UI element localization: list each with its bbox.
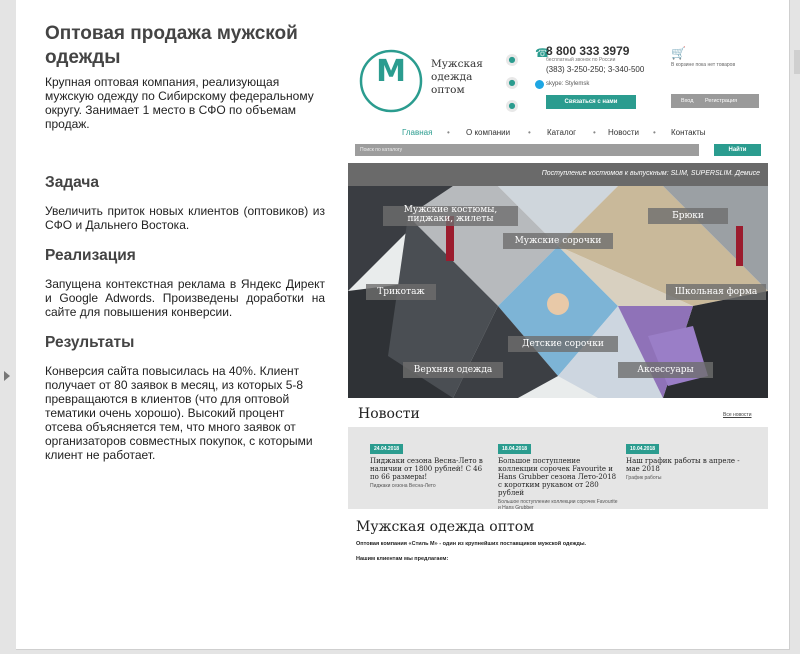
implementation-text: Запущена контекстная реклама в Яндекс Директ и Google Adwords. Произведены доработки на сайте для повышения конверсии. [45,277,325,319]
nav-contacts[interactable]: Контакты [671,128,706,137]
category-trousers[interactable]: Брюки [648,208,728,224]
news-item[interactable] [370,435,490,489]
social-icon-2[interactable]: ● [506,77,518,89]
phone-number[interactable]: 8 800 333 3979 [546,44,630,58]
task-heading: Задача [45,174,100,191]
category-accessories[interactable]: Аксессуары [618,362,713,378]
tagline-line2: одежда [431,71,473,83]
category-knitwear[interactable]: Трикотаж [366,284,436,300]
social-links [506,54,520,123]
tagline-line1: Мужская [431,58,483,70]
banner-text: Поступление костюмов к выпускным: SLIM, SUPERSLIM. Демисе [541,170,760,177]
phone-note: бесплатный звонок по России [546,57,616,63]
implementation-heading: Реализация [45,247,136,264]
category-outerwear[interactable]: Верхняя одежда [403,362,503,378]
cart-icon[interactable]: 🛒 [671,46,686,60]
skype-icon [535,80,544,89]
svg-text:M: M [376,54,406,89]
news-title[interactable]: Пиджаки сезона Весна-Лето в наличии от 1800 рублей! С 46 по 66 размеры! [370,457,483,481]
cart-status: В корзине пока нет товаров [671,62,736,68]
promo-banner[interactable] [348,163,768,186]
about-heading: Мужская одежда оптом [356,519,535,535]
results-heading: Результаты [45,334,135,351]
nav-separator: • [447,128,450,137]
about-offer: Нашим клиентам мы предлагаем: [356,556,449,562]
social-icon-1[interactable]: ● [506,54,518,66]
news-list [348,427,768,509]
website-screenshot [348,36,768,594]
logo-icon [358,48,424,114]
news-summary: Пиджаки сезона Весна-Лето [370,483,436,489]
nav-separator: • [528,128,531,137]
skype-contact[interactable]: skype: Stylemsk [546,81,590,87]
news-date: 24.04.2018 [370,444,403,454]
category-mosaic [348,186,768,398]
scrollbar[interactable] [794,50,800,74]
phone-icon: ☎ [535,46,550,60]
previous-arrow-icon[interactable] [4,371,10,381]
category-school-uniform[interactable]: Школьная форма [666,284,766,300]
search-input[interactable]: Поиск по каталогу [355,144,699,156]
news-date: 18.04.2018 [498,444,531,454]
task-text: Увеличить приток новых клиентов (оптовиков) из СФО и Дальнего Востока. [45,204,325,232]
category-suits[interactable]: Мужские костюмы, пиджаки, жилеты [383,206,518,226]
category-shirts[interactable]: Мужские сорочки [503,233,613,249]
login-bar [671,94,759,108]
nav-separator: • [593,128,596,137]
search-button[interactable]: Найти [714,144,761,156]
results-text: Конверсия сайта повысилась на 40%. Клиент получает от 80 заявок в месяц, из которых 5-8 превращаются в клиентов (что для оптовой тематики очень хорошо). Высокий процент отсева объясняется тем, что много заявок от организаторов совместных покупок, с которыми клиент не работает. [45,364,313,462]
main-nav [348,127,768,141]
news-item[interactable] [626,435,746,481]
news-title[interactable]: Наш график работы в апреле - мае 2018 [626,457,740,473]
case-intro: Крупная оптовая компания, реализующая мужскую одежду по Сибирскому федеральному округу. Занимает 1 место в СФО по объемам продаж. [45,75,314,131]
nav-separator: • [653,128,656,137]
nav-home[interactable]: Главная [402,128,433,137]
social-icon-3[interactable]: ● [506,100,518,112]
news-item[interactable] [498,435,618,511]
news-date: 10.04.2018 [626,444,659,454]
login-link[interactable]: Вход [681,98,694,104]
nav-about[interactable]: О компании [466,128,511,137]
site-tagline [431,58,483,97]
nav-news[interactable]: Новости [608,128,639,137]
tagline-line3: оптом [431,84,465,96]
category-kids-shirts[interactable]: Детские сорочки [508,336,618,352]
local-phones: (383) 3-250-250; 3-340-500 [546,65,645,74]
all-news-link[interactable]: Все новости [723,412,752,418]
case-title: Оптовая продажа мужской одежды [45,23,298,68]
nav-catalog[interactable]: Каталог [547,128,577,137]
news-title[interactable]: Большое поступление коллекции сорочек Favourite и Hans Grubber сезона Лето-2018 с коротким рукавом от 280 рублей [498,457,617,497]
news-heading: Новости [358,406,420,422]
register-link[interactable]: Регистрация [704,98,738,104]
case-description [45,22,325,462]
site-header [348,36,768,124]
news-summary: Большое поступление коллекции сорочек Favourite и Hans Grubber [498,499,618,511]
news-summary: График работы [626,475,662,481]
about-text: Оптовая компания «Стиль М» - один из крупнейших поставщиков мужской одежды. [356,541,587,547]
contact-button[interactable]: Связаться с нами [546,95,636,109]
